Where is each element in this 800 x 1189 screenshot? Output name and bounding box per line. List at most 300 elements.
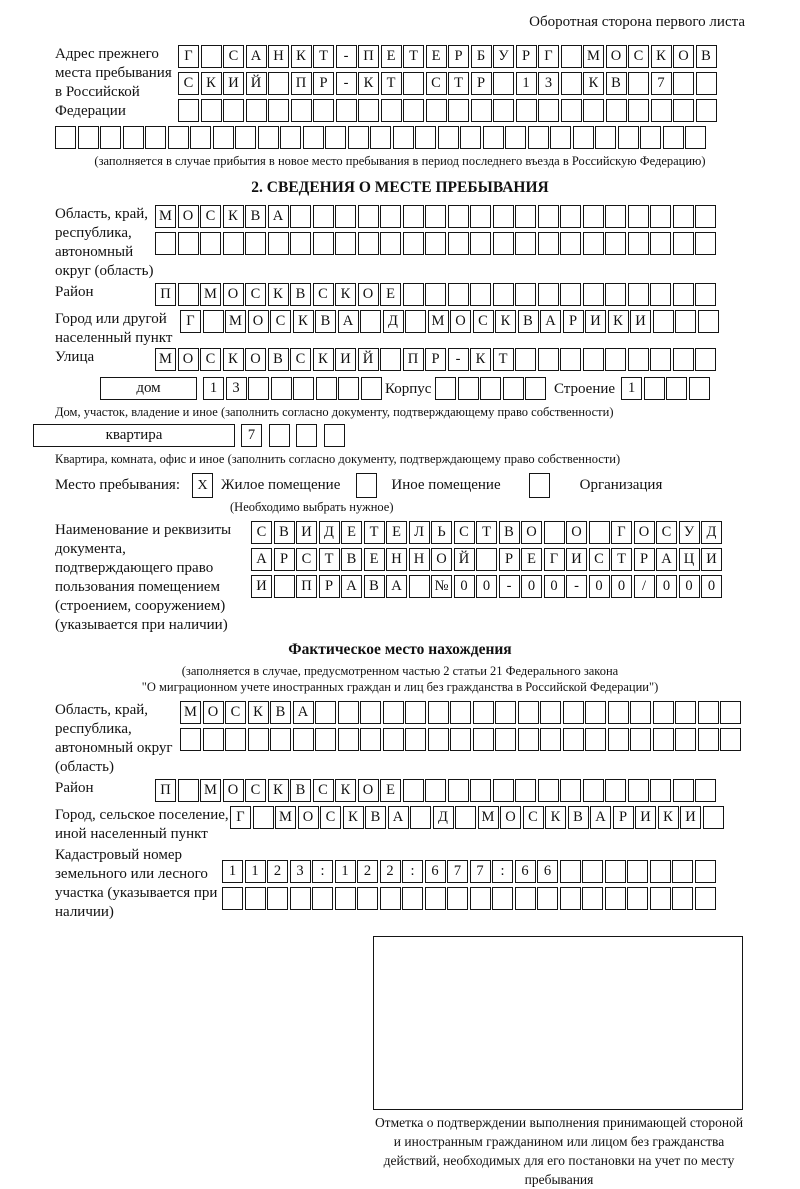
char-cell[interactable]: О: [248, 310, 269, 333]
char-cell[interactable]: [447, 887, 468, 910]
char-cell[interactable]: [370, 126, 391, 149]
checkbox-inoe-pomeshchenie[interactable]: [356, 473, 377, 498]
char-cell[interactable]: [338, 728, 359, 751]
char-cell[interactable]: Н: [409, 548, 430, 571]
char-cell[interactable]: [178, 99, 199, 122]
char-cell[interactable]: [703, 806, 724, 829]
char-cell[interactable]: [650, 205, 671, 228]
char-cell[interactable]: Е: [426, 45, 447, 68]
char-cell[interactable]: [595, 126, 616, 149]
char-cell[interactable]: 0: [701, 575, 722, 598]
char-cell[interactable]: [435, 377, 456, 400]
char-cell[interactable]: [155, 232, 176, 255]
char-cell[interactable]: О: [178, 348, 199, 371]
char-cell[interactable]: [428, 728, 449, 751]
char-cell[interactable]: П: [155, 283, 176, 306]
char-cell[interactable]: [336, 99, 357, 122]
char-cell[interactable]: [357, 887, 378, 910]
char-cell[interactable]: 3: [538, 72, 559, 95]
char-cell[interactable]: Д: [433, 806, 454, 829]
char-cell[interactable]: [470, 232, 491, 255]
char-cell[interactable]: 2: [357, 860, 378, 883]
char-cell[interactable]: М: [583, 45, 604, 68]
char-cell[interactable]: 1: [516, 72, 537, 95]
char-cell[interactable]: [675, 701, 696, 724]
char-cell[interactable]: [296, 424, 317, 447]
char-cell[interactable]: С: [320, 806, 341, 829]
char-cell[interactable]: [470, 779, 491, 802]
char-cell[interactable]: [560, 860, 581, 883]
char-cell[interactable]: [583, 232, 604, 255]
char-cell[interactable]: И: [701, 548, 722, 571]
char-cell[interactable]: [313, 232, 334, 255]
char-cell[interactable]: [515, 283, 536, 306]
char-cell[interactable]: [361, 377, 382, 400]
char-cell[interactable]: [538, 99, 559, 122]
char-cell[interactable]: В: [606, 72, 627, 95]
char-cell[interactable]: 6: [537, 860, 558, 883]
char-cell[interactable]: [696, 99, 717, 122]
char-cell[interactable]: В: [341, 548, 362, 571]
char-cell[interactable]: [673, 99, 694, 122]
char-cell[interactable]: И: [296, 521, 317, 544]
char-cell[interactable]: [313, 99, 334, 122]
char-cell[interactable]: [537, 887, 558, 910]
char-cell[interactable]: [246, 99, 267, 122]
char-cell[interactable]: В: [365, 806, 386, 829]
char-cell[interactable]: Н: [386, 548, 407, 571]
char-cell[interactable]: Р: [634, 548, 655, 571]
char-cell[interactable]: [403, 99, 424, 122]
char-cell[interactable]: [630, 701, 651, 724]
char-cell[interactable]: М: [155, 205, 176, 228]
char-cell[interactable]: Т: [381, 72, 402, 95]
char-cell[interactable]: О: [245, 348, 266, 371]
char-cell[interactable]: Г: [178, 45, 199, 68]
char-cell[interactable]: Г: [544, 548, 565, 571]
char-cell[interactable]: [168, 126, 189, 149]
char-cell[interactable]: [315, 728, 336, 751]
char-cell[interactable]: С: [245, 779, 266, 802]
char-cell[interactable]: К: [268, 283, 289, 306]
char-cell[interactable]: Г: [611, 521, 632, 544]
char-cell[interactable]: О: [178, 205, 199, 228]
char-cell[interactable]: [653, 310, 674, 333]
char-cell[interactable]: О: [521, 521, 542, 544]
char-cell[interactable]: Й: [358, 348, 379, 371]
char-cell[interactable]: В: [568, 806, 589, 829]
char-cell[interactable]: [448, 205, 469, 228]
char-cell[interactable]: Е: [380, 283, 401, 306]
char-cell[interactable]: [605, 283, 626, 306]
char-cell[interactable]: Т: [313, 45, 334, 68]
char-cell[interactable]: -: [336, 45, 357, 68]
char-cell[interactable]: О: [358, 283, 379, 306]
char-cell[interactable]: 1: [222, 860, 243, 883]
char-cell[interactable]: [644, 377, 665, 400]
char-cell[interactable]: [470, 887, 491, 910]
char-cell[interactable]: [303, 126, 324, 149]
char-cell[interactable]: 0: [656, 575, 677, 598]
char-cell[interactable]: О: [223, 283, 244, 306]
char-cell[interactable]: [338, 701, 359, 724]
char-cell[interactable]: [145, 126, 166, 149]
char-cell[interactable]: [605, 860, 626, 883]
char-cell[interactable]: [409, 575, 430, 598]
char-cell[interactable]: П: [358, 45, 379, 68]
char-cell[interactable]: Р: [448, 45, 469, 68]
char-cell[interactable]: К: [268, 779, 289, 802]
char-cell[interactable]: С: [270, 310, 291, 333]
char-cell[interactable]: К: [358, 72, 379, 95]
char-cell[interactable]: А: [293, 701, 314, 724]
char-cell[interactable]: [268, 232, 289, 255]
char-cell[interactable]: [627, 860, 648, 883]
char-cell[interactable]: [640, 126, 661, 149]
char-cell[interactable]: [605, 205, 626, 228]
char-cell[interactable]: 0: [544, 575, 565, 598]
char-cell[interactable]: С: [628, 45, 649, 68]
char-cell[interactable]: [178, 283, 199, 306]
char-cell[interactable]: [650, 887, 671, 910]
char-cell[interactable]: Т: [493, 348, 514, 371]
char-cell[interactable]: Й: [246, 72, 267, 95]
char-cell[interactable]: [650, 779, 671, 802]
checkbox-organizatsiya[interactable]: [529, 473, 550, 498]
char-cell[interactable]: [628, 779, 649, 802]
char-cell[interactable]: [403, 232, 424, 255]
char-cell[interactable]: К: [223, 205, 244, 228]
char-cell[interactable]: Г: [538, 45, 559, 68]
char-cell[interactable]: [201, 99, 222, 122]
char-cell[interactable]: [720, 728, 741, 751]
char-cell[interactable]: [123, 126, 144, 149]
char-cell[interactable]: [213, 126, 234, 149]
char-cell[interactable]: [258, 126, 279, 149]
char-cell[interactable]: В: [274, 521, 295, 544]
char-cell[interactable]: К: [335, 283, 356, 306]
char-cell[interactable]: [360, 310, 381, 333]
char-cell[interactable]: С: [200, 205, 221, 228]
char-cell[interactable]: [695, 348, 716, 371]
char-cell[interactable]: [203, 728, 224, 751]
char-cell[interactable]: О: [606, 45, 627, 68]
char-cell[interactable]: [426, 99, 447, 122]
char-cell[interactable]: [695, 283, 716, 306]
char-cell[interactable]: Е: [341, 521, 362, 544]
char-cell[interactable]: Т: [476, 521, 497, 544]
char-cell[interactable]: [267, 887, 288, 910]
char-cell[interactable]: [628, 205, 649, 228]
char-cell[interactable]: [675, 728, 696, 751]
char-cell[interactable]: [608, 701, 629, 724]
char-cell[interactable]: [293, 728, 314, 751]
char-cell[interactable]: [235, 126, 256, 149]
char-cell[interactable]: [561, 45, 582, 68]
char-cell[interactable]: [290, 887, 311, 910]
char-cell[interactable]: [628, 99, 649, 122]
char-cell[interactable]: [582, 887, 603, 910]
char-cell[interactable]: И: [680, 806, 701, 829]
char-cell[interactable]: [515, 779, 536, 802]
char-cell[interactable]: [248, 728, 269, 751]
char-cell[interactable]: И: [635, 806, 656, 829]
char-cell[interactable]: А: [341, 575, 362, 598]
char-cell[interactable]: [325, 126, 346, 149]
char-cell[interactable]: М: [275, 806, 296, 829]
char-cell[interactable]: [271, 377, 292, 400]
char-cell[interactable]: И: [585, 310, 606, 333]
char-cell[interactable]: У: [679, 521, 700, 544]
char-cell[interactable]: С: [200, 348, 221, 371]
char-cell[interactable]: [268, 72, 289, 95]
char-cell[interactable]: 0: [454, 575, 475, 598]
char-cell[interactable]: А: [251, 548, 272, 571]
char-cell[interactable]: [560, 283, 581, 306]
char-cell[interactable]: [538, 779, 559, 802]
char-cell[interactable]: 2: [380, 860, 401, 883]
char-cell[interactable]: [653, 728, 674, 751]
char-cell[interactable]: М: [155, 348, 176, 371]
char-cell[interactable]: [460, 126, 481, 149]
char-cell[interactable]: [245, 232, 266, 255]
char-cell[interactable]: [223, 99, 244, 122]
char-cell[interactable]: 7: [241, 424, 262, 447]
char-cell[interactable]: 7: [651, 72, 672, 95]
char-cell[interactable]: [381, 99, 402, 122]
char-cell[interactable]: [695, 887, 716, 910]
char-cell[interactable]: [560, 348, 581, 371]
char-cell[interactable]: [673, 283, 694, 306]
char-cell[interactable]: С: [656, 521, 677, 544]
char-cell[interactable]: 6: [425, 860, 446, 883]
char-cell[interactable]: А: [268, 205, 289, 228]
char-cell[interactable]: [448, 779, 469, 802]
char-cell[interactable]: [358, 99, 379, 122]
char-cell[interactable]: [560, 205, 581, 228]
char-cell[interactable]: [270, 728, 291, 751]
char-cell[interactable]: В: [270, 701, 291, 724]
char-cell[interactable]: [605, 887, 626, 910]
char-cell[interactable]: :: [402, 860, 423, 883]
char-cell[interactable]: С: [473, 310, 494, 333]
char-cell[interactable]: П: [296, 575, 317, 598]
char-cell[interactable]: И: [251, 575, 272, 598]
char-cell[interactable]: П: [155, 779, 176, 802]
char-cell[interactable]: [335, 232, 356, 255]
char-cell[interactable]: [473, 701, 494, 724]
char-cell[interactable]: №: [431, 575, 452, 598]
char-cell[interactable]: К: [201, 72, 222, 95]
char-cell[interactable]: [573, 126, 594, 149]
char-cell[interactable]: [201, 45, 222, 68]
char-cell[interactable]: [628, 283, 649, 306]
char-cell[interactable]: К: [608, 310, 629, 333]
char-cell[interactable]: [480, 377, 501, 400]
char-cell[interactable]: [583, 205, 604, 228]
char-cell[interactable]: [360, 728, 381, 751]
char-cell[interactable]: [458, 377, 479, 400]
char-cell[interactable]: О: [431, 548, 452, 571]
char-cell[interactable]: [651, 99, 672, 122]
char-cell[interactable]: [563, 728, 584, 751]
char-cell[interactable]: [605, 232, 626, 255]
char-cell[interactable]: Р: [499, 548, 520, 571]
char-cell[interactable]: В: [290, 283, 311, 306]
char-cell[interactable]: С: [589, 548, 610, 571]
char-cell[interactable]: С: [296, 548, 317, 571]
char-cell[interactable]: [653, 701, 674, 724]
char-cell[interactable]: [560, 779, 581, 802]
char-cell[interactable]: [450, 701, 471, 724]
char-cell[interactable]: [476, 548, 497, 571]
char-cell[interactable]: [438, 126, 459, 149]
char-cell[interactable]: [583, 348, 604, 371]
char-cell[interactable]: [425, 779, 446, 802]
char-cell[interactable]: [315, 701, 336, 724]
char-cell[interactable]: 0: [589, 575, 610, 598]
char-cell[interactable]: К: [658, 806, 679, 829]
char-cell[interactable]: [274, 575, 295, 598]
char-cell[interactable]: И: [630, 310, 651, 333]
char-cell[interactable]: Р: [274, 548, 295, 571]
char-cell[interactable]: Е: [521, 548, 542, 571]
char-cell[interactable]: [290, 232, 311, 255]
char-cell[interactable]: [698, 310, 719, 333]
char-cell[interactable]: О: [450, 310, 471, 333]
char-cell[interactable]: [178, 232, 199, 255]
char-cell[interactable]: [223, 232, 244, 255]
char-cell[interactable]: О: [298, 806, 319, 829]
char-cell[interactable]: С: [454, 521, 475, 544]
char-cell[interactable]: [528, 126, 549, 149]
char-cell[interactable]: [608, 728, 629, 751]
char-cell[interactable]: [672, 860, 693, 883]
char-cell[interactable]: А: [388, 806, 409, 829]
char-cell[interactable]: [403, 779, 424, 802]
char-cell[interactable]: [560, 887, 581, 910]
char-cell[interactable]: Т: [611, 548, 632, 571]
char-cell[interactable]: [222, 887, 243, 910]
char-cell[interactable]: М: [225, 310, 246, 333]
char-cell[interactable]: [698, 701, 719, 724]
char-cell[interactable]: [538, 348, 559, 371]
char-cell[interactable]: [380, 205, 401, 228]
char-cell[interactable]: [589, 521, 610, 544]
char-cell[interactable]: П: [291, 72, 312, 95]
char-cell[interactable]: [335, 887, 356, 910]
char-cell[interactable]: Р: [425, 348, 446, 371]
char-cell[interactable]: [628, 348, 649, 371]
char-cell[interactable]: Д: [319, 521, 340, 544]
char-cell[interactable]: С: [178, 72, 199, 95]
char-cell[interactable]: О: [673, 45, 694, 68]
char-cell[interactable]: [293, 377, 314, 400]
char-cell[interactable]: [540, 701, 561, 724]
char-cell[interactable]: [505, 126, 526, 149]
char-cell[interactable]: -: [499, 575, 520, 598]
char-cell[interactable]: [585, 728, 606, 751]
char-cell[interactable]: К: [651, 45, 672, 68]
char-cell[interactable]: К: [223, 348, 244, 371]
char-cell[interactable]: М: [478, 806, 499, 829]
char-cell[interactable]: [515, 348, 536, 371]
char-cell[interactable]: В: [364, 575, 385, 598]
char-cell[interactable]: /: [634, 575, 655, 598]
char-cell[interactable]: [383, 728, 404, 751]
char-cell[interactable]: [248, 377, 269, 400]
char-cell[interactable]: 6: [515, 860, 536, 883]
char-cell[interactable]: К: [293, 310, 314, 333]
char-cell[interactable]: [618, 126, 639, 149]
char-cell[interactable]: И: [566, 548, 587, 571]
char-cell[interactable]: И: [335, 348, 356, 371]
char-cell[interactable]: [335, 205, 356, 228]
char-cell[interactable]: [473, 728, 494, 751]
char-cell[interactable]: А: [338, 310, 359, 333]
char-cell[interactable]: [663, 126, 684, 149]
char-cell[interactable]: [425, 232, 446, 255]
char-cell[interactable]: Т: [403, 45, 424, 68]
char-cell[interactable]: [720, 701, 741, 724]
char-cell[interactable]: М: [428, 310, 449, 333]
char-cell[interactable]: К: [583, 72, 604, 95]
char-cell[interactable]: [280, 126, 301, 149]
char-cell[interactable]: [200, 232, 221, 255]
char-cell[interactable]: М: [200, 779, 221, 802]
char-cell[interactable]: Т: [319, 548, 340, 571]
char-cell[interactable]: [448, 99, 469, 122]
char-cell[interactable]: [493, 99, 514, 122]
char-cell[interactable]: С: [223, 45, 244, 68]
char-cell[interactable]: [358, 232, 379, 255]
char-cell[interactable]: К: [291, 45, 312, 68]
char-cell[interactable]: А: [656, 548, 677, 571]
char-cell[interactable]: [538, 205, 559, 228]
char-cell[interactable]: [698, 728, 719, 751]
char-cell[interactable]: [675, 310, 696, 333]
char-cell[interactable]: [358, 205, 379, 228]
char-cell[interactable]: К: [248, 701, 269, 724]
char-cell[interactable]: 1: [335, 860, 356, 883]
char-cell[interactable]: [689, 377, 710, 400]
char-cell[interactable]: Ц: [679, 548, 700, 571]
char-cell[interactable]: [415, 126, 436, 149]
char-cell[interactable]: [471, 99, 492, 122]
char-cell[interactable]: 7: [470, 860, 491, 883]
char-cell[interactable]: [493, 72, 514, 95]
char-cell[interactable]: С: [313, 779, 334, 802]
char-cell[interactable]: [515, 232, 536, 255]
char-cell[interactable]: [695, 232, 716, 255]
char-cell[interactable]: [673, 205, 694, 228]
char-cell[interactable]: [650, 283, 671, 306]
char-cell[interactable]: [316, 377, 337, 400]
char-cell[interactable]: [666, 377, 687, 400]
char-cell[interactable]: [583, 99, 604, 122]
char-cell[interactable]: К: [343, 806, 364, 829]
char-cell[interactable]: 0: [521, 575, 542, 598]
char-cell[interactable]: [253, 806, 274, 829]
char-cell[interactable]: 1: [621, 377, 642, 400]
char-cell[interactable]: П: [403, 348, 424, 371]
char-cell[interactable]: [348, 126, 369, 149]
char-cell[interactable]: А: [590, 806, 611, 829]
char-cell[interactable]: [650, 860, 671, 883]
char-cell[interactable]: [538, 232, 559, 255]
char-cell[interactable]: О: [203, 701, 224, 724]
char-cell[interactable]: Д: [383, 310, 404, 333]
